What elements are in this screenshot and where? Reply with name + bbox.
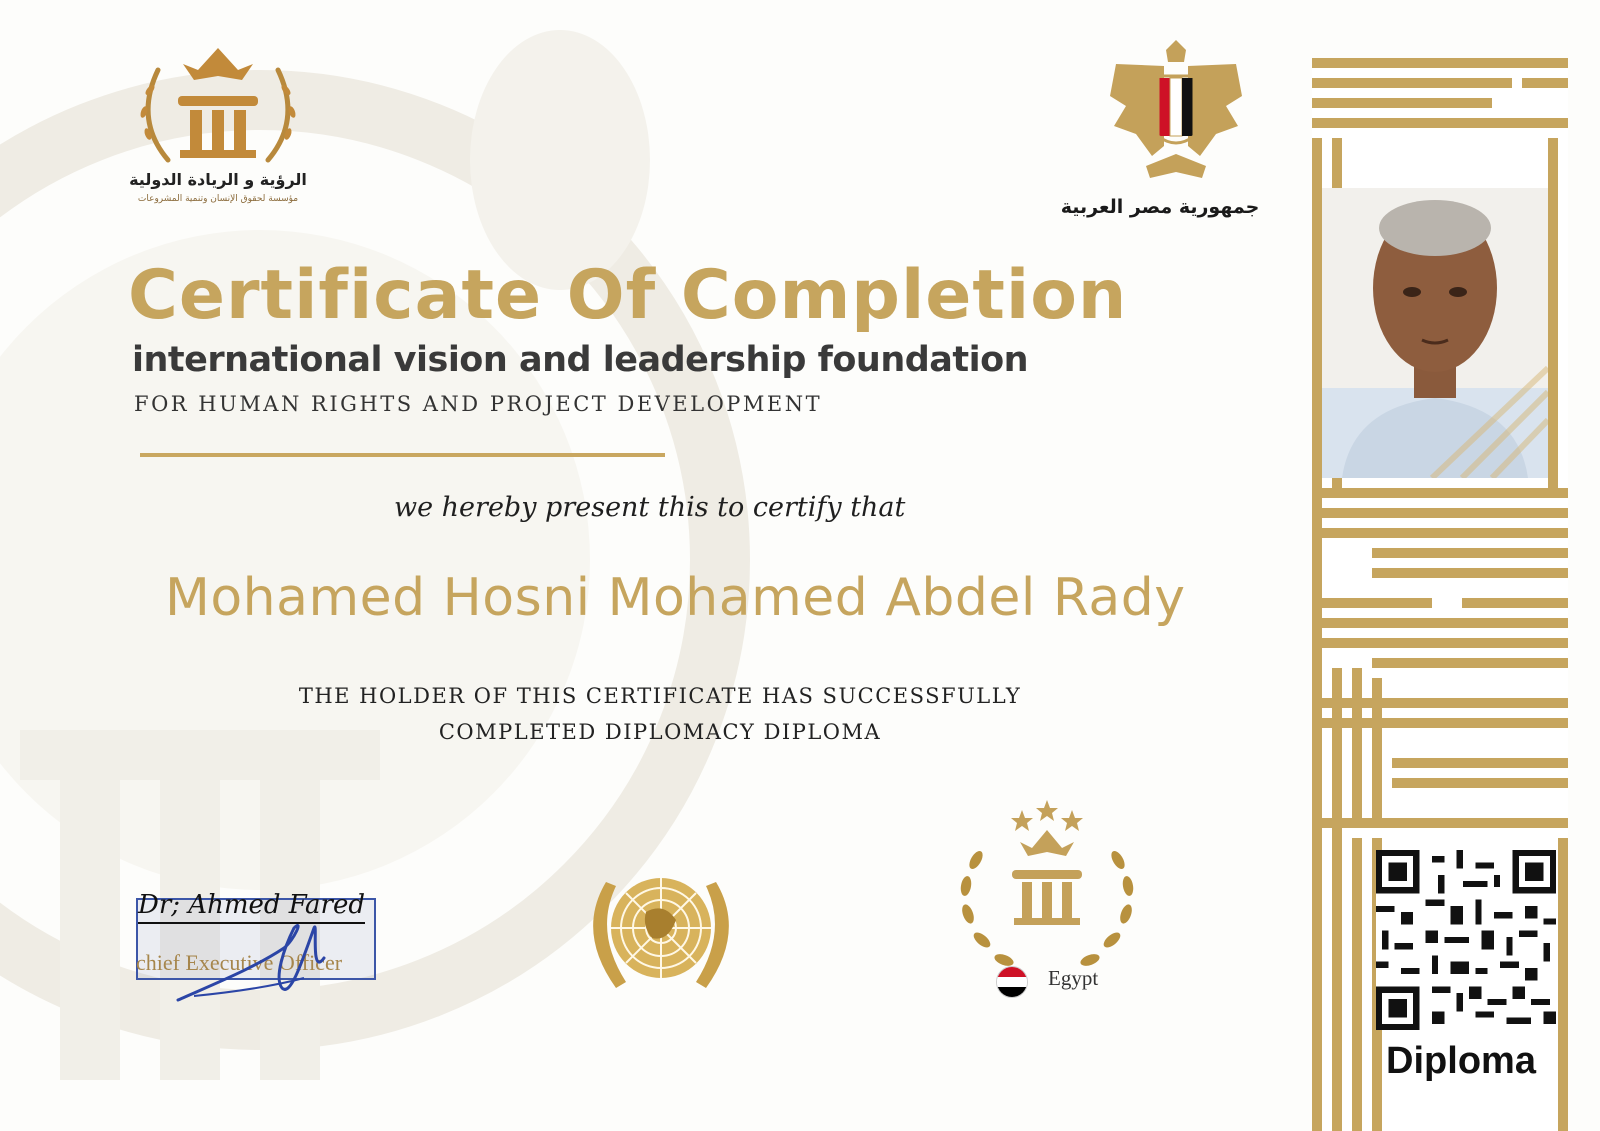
- handwritten-signature: [134, 888, 394, 1008]
- signatory-name: Dr; Ahmed Fared: [138, 890, 365, 924]
- egypt-flag-icon: [996, 966, 1028, 998]
- description-line-2: COMPLETED DIPLOMACY DIPLOMA: [438, 720, 882, 744]
- foundation-arabic-tagline: مؤسسة لحقوق الإنسان وتنمية المشروعات: [137, 194, 299, 204]
- certificate-title: Certificate Of Completion: [128, 256, 1128, 335]
- country-arabic-label: جمهورية مصر العربية: [1060, 196, 1260, 218]
- organization-name: international vision and leadership foundation: [132, 340, 1029, 380]
- recipient-name: Mohamed Hosni Mohamed Abdel Rady: [165, 568, 1186, 628]
- eagle-column-laurel-logo-icon: [128, 40, 308, 170]
- presentation-statement: we hereby present this to certify that: [394, 492, 906, 523]
- diploma-label: Diploma: [1386, 1040, 1536, 1082]
- recipient-portrait-photo: [1322, 188, 1548, 478]
- foundation-logo: [128, 40, 308, 220]
- description-line-1: THE HOLDER OF THIS CERTIFICATE HAS SUCCESSFULLY: [298, 684, 1022, 708]
- signature-block: [134, 888, 394, 1008]
- united-nations-emblem-icon: [576, 862, 746, 1002]
- verification-qr-code-icon: [1376, 850, 1556, 1030]
- signatory-role: chief Executive Officer: [136, 950, 343, 975]
- organization-subtitle: FOR HUMAN RIGHTS AND PROJECT DEVELOPMENT: [134, 392, 823, 416]
- foundation-arabic-name: الرؤية و الريادة الدولية: [129, 170, 307, 189]
- seal-country-label: Egypt: [1048, 966, 1099, 990]
- completion-description: [180, 678, 1140, 750]
- gold-divider: [140, 453, 665, 457]
- foundation-laurel-seal-icon: [942, 790, 1152, 1000]
- eagle-of-saladin-emblem-icon: [1106, 36, 1246, 186]
